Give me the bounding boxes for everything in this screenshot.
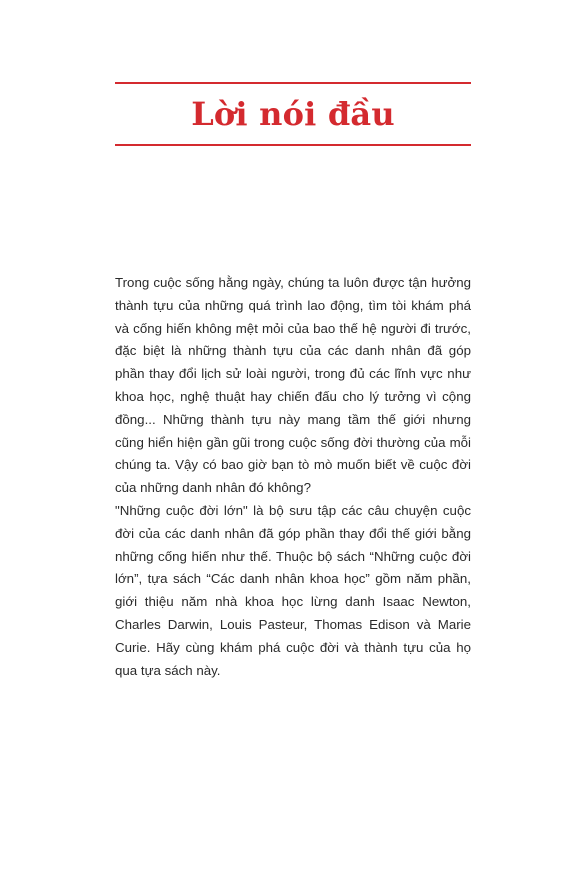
bottom-divider: [115, 144, 471, 146]
chapter-heading: [115, 82, 471, 146]
page-title: Lời nói đầu: [191, 95, 395, 133]
paragraph-1: Trong cuộc sống hằng ngày, chúng ta luôn được tận hưởng thành tựu của những quá trình lao động, tìm tòi khám phá và cống hiến không mệt mỏi của bao thế hệ người đi trước, đặc biệt là những thành tựu của các danh nhân đã góp phần thay đổi lịch sử loài người, trong đủ các lĩnh vực như khoa học, nghệ thuật hay chiến đấu cho lý tưởng vì cộng đồng... Những thành tựu này mang tầm thế giới nhưng cũng hiển hiện gần gũi trong cuộc sống đời thường của mỗi chúng ta. Vậy có bao giờ bạn tò mò muốn biết về cuộc đời của những danh nhân đó không?: [115, 275, 471, 496]
preface-body: [115, 272, 471, 682]
top-divider: [115, 82, 471, 84]
paragraph-2: "Những cuộc đời lớn" là bộ sưu tập các câu chuyện cuộc đời của các danh nhân đã góp phần thay đổi thế giới bằng những cống hiến như thế. Thuộc bộ sách “Những cuộc đời lớn”, tựa sách “Các danh nhân khoa học” gồm năm phần, giới thiệu năm nhà khoa học lừng danh Isaac Newton, Charles Darwin, Louis Pasteur, Thomas Edison và Marie Curie. Hãy cùng khám phá cuộc đời và thành tựu của họ qua tựa sách này.: [115, 502, 471, 678]
